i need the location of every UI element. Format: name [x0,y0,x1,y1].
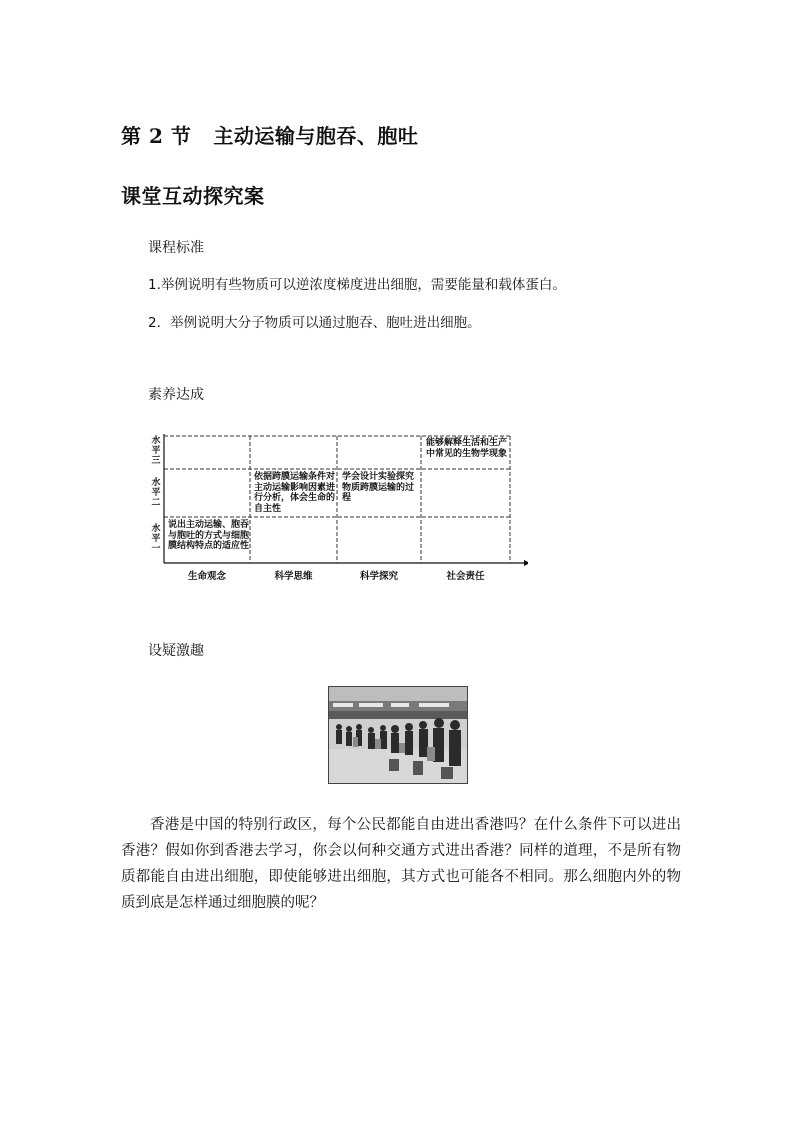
crowd-photo-image [329,687,467,783]
y-label-level3: 水平三 [151,436,161,466]
subheading: 课堂互动探究案 [121,184,265,208]
section-number: 第 2 节 [121,124,192,148]
curriculum-item-2: 2．举例说明大分子物质可以通过胞吞、胞吐进出细胞。 [148,315,481,331]
cell-level2-thinking: 依据跨膜运输条件对主动运输影响因素进行分析，体会生命的自主性 [254,472,336,514]
y-label-level2: 水平二 [151,478,161,508]
section-title: 主动运输与胞吞、胞吐 [213,124,419,148]
x-label-concept: 生命观念 [187,571,226,582]
literacy-label: 素养达成 [148,387,204,403]
curriculum-label: 课程标准 [148,240,204,256]
x-label-inquiry: 科学探究 [359,571,398,582]
x-label-thinking: 科学思维 [274,571,313,582]
section-heading [121,120,418,149]
intro-paragraph: 香港是中国的特别行政区，每个公民都能自由进出香港吗？在什么条件下可以进出香港？假如你到香港去学习，你会以何种交通方式进出香港？同样的道理，不是所有物质都能自由进出细胞，即使能够进出细胞，其方式也可能各不相同。那么细胞内外的物质到底是怎样通过细胞膜的呢？ [121,817,681,911]
cell-level3-social: 能够解释生活和生产中常见的生物学现象 [426,438,508,459]
x-label-social: 社会责任 [446,571,485,582]
x-axis-arrow [524,560,528,566]
cell-level2-inquiry: 学会设计实验探究物质跨膜运输的过程 [342,472,415,503]
crowd-photo [328,686,468,784]
cell-level1-concept: 说出主动运输、胞吞与胞吐的方式与细胞膜结构特点的适应性 [168,520,250,551]
literacy-matrix [148,428,528,583]
y-label-level1: 水平一 [151,524,161,554]
curriculum-item-1: 1.举例说明有些物质可以逆浓度梯度进出细胞，需要能量和载体蛋白。 [148,277,566,293]
intro-label: 设疑激趣 [148,643,204,659]
